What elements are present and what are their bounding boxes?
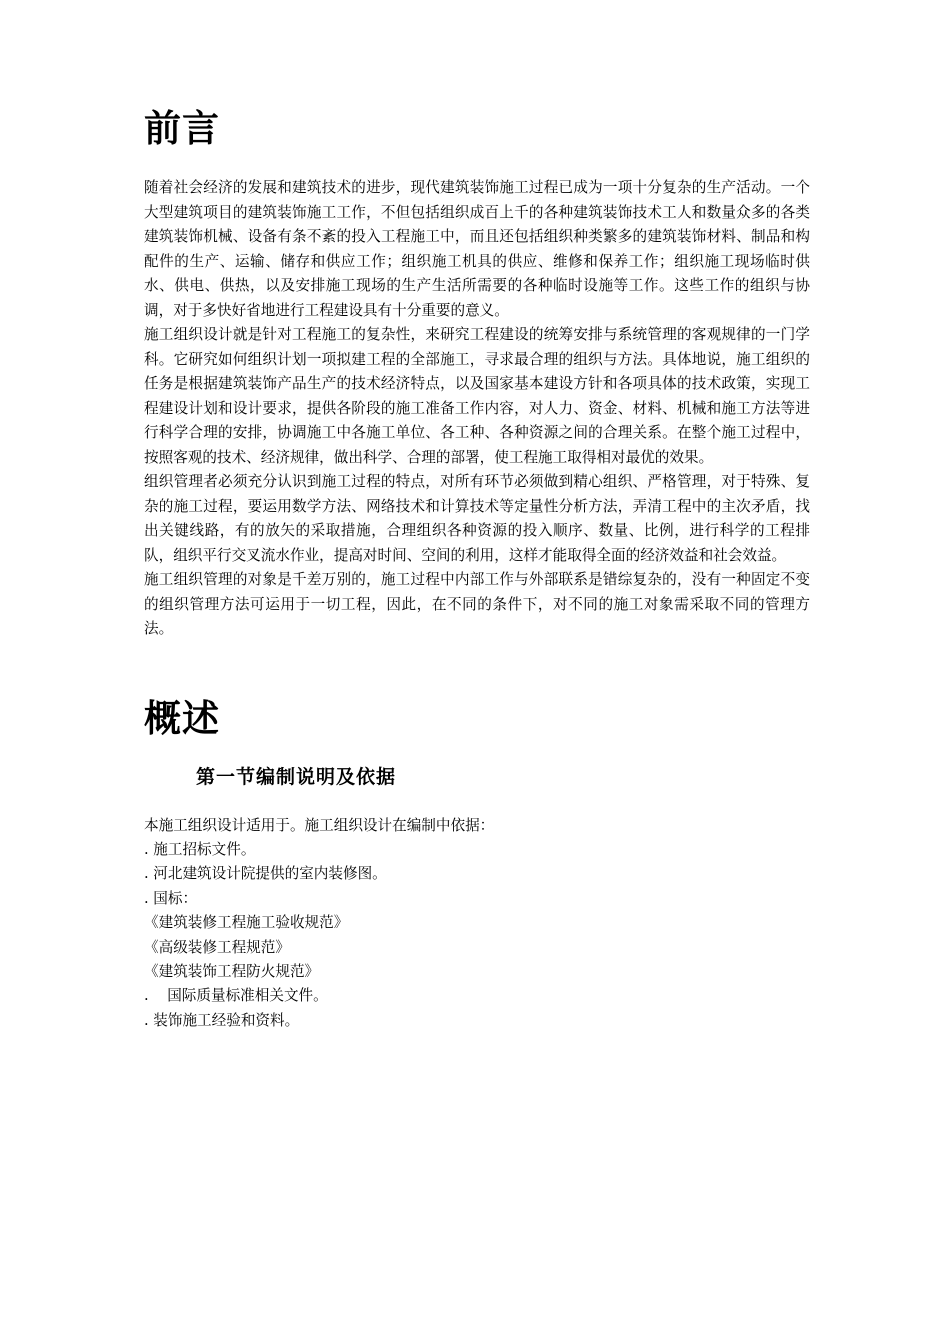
preface-paragraph-3: 组织管理者必须充分认识到施工过程的特点，对所有环节必须做到精心组织、严格管理，对于特殊、复杂的施工过程，要运用数学方法、网络技术和计算技术等定量性分析方法，弄清工程中的主次矛盾，找出关键线路，有的放矢的采取措施，合理组织各种资源的投入顺序、数量、比例，进行科学的工程排队，组织平行交叉流水作业，提高对时间、空间的利用，这样才能取得全面的经济效益和社会效益。: [144, 473, 810, 564]
list-item: 《建筑装饰工程防火规范》: [144, 963, 320, 981]
list-item: . 施工招标文件。: [144, 841, 256, 858]
preface-paragraph-2: 施工组织设计就是针对工程施工的复杂性，来研究工程建设的统筹安排与系统管理的客观规律的一门学科。它研究如何组织计划一项拟建工程的全部施工，寻求最合理的组织与方法。具体地说，施工组织的任务是根据建筑装饰产品生产的技术经济特点，以及国家基本建设方针和各项具体的技术政策，实现工程建设计划和设计要求，提供各阶段的施工准备工作内容，对人力、资金、材料、机械和施工方法等进行科学合理的安排，协调施工中各施工单位、各工种、各种资源之间的合理关系。在整个施工过程中，按照客观的技术、经济规律，做出科学、合理的部署，使工程施工取得相对最优的效果。: [144, 326, 810, 466]
section-heading: 第一节编制说明及依据: [196, 765, 397, 788]
section-intro: 本施工组织设计适用于。施工组织设计在编制中依据：: [144, 816, 495, 834]
preface-heading: 前言: [144, 107, 220, 150]
basis-list: [144, 838, 810, 1033]
list-item: . 装饰施工经验和资料。: [144, 1011, 300, 1029]
preface-paragraph-4: 施工组织管理的对象是千差万别的，施工过程中内部工作与外部联系是错综复杂的，没有一种固定不变的组织管理方法可运用于一切工程，因此，在不同的条件下，对不同的施工对象需采取不同的管理方法。: [144, 571, 810, 637]
preface-paragraph-1: 随着社会经济的发展和建筑技术的进步，现代建筑装饰施工过程已成为一项十分复杂的生产活动。一个大型建筑项目的建筑装饰施工工作，不但包括组织成百上千的各种建筑装饰技术工人和数量众多的各类建筑装饰机械、设备有条不紊的投入工程施工中，而且还包括组织种类繁多的建筑装饰材料、制品和构配件的生产、运输、储存和供应工作；组织施工机具的供应、维修和保养工作；组织施工现场临时供水、供电、供热，以及安排施工现场的生产生活所需要的各种临时设施等工作。这些工作的组织与协调，对于多快好省地进行工程建设具有十分重要的意义。: [144, 179, 810, 319]
list-item: 《高级装修工程规范》: [144, 938, 290, 956]
list-item: . 国际质量标准相关文件。: [144, 987, 328, 1005]
list-item: . 河北建筑设计院提供的室内装修图。: [144, 865, 387, 883]
overview-heading: 概述: [144, 696, 220, 740]
list-item: . 国标：: [144, 889, 198, 907]
page-content: [144, 104, 810, 1033]
list-item: 《建筑装修工程施工验收规范》: [144, 914, 349, 932]
section-spacer: [144, 642, 810, 694]
